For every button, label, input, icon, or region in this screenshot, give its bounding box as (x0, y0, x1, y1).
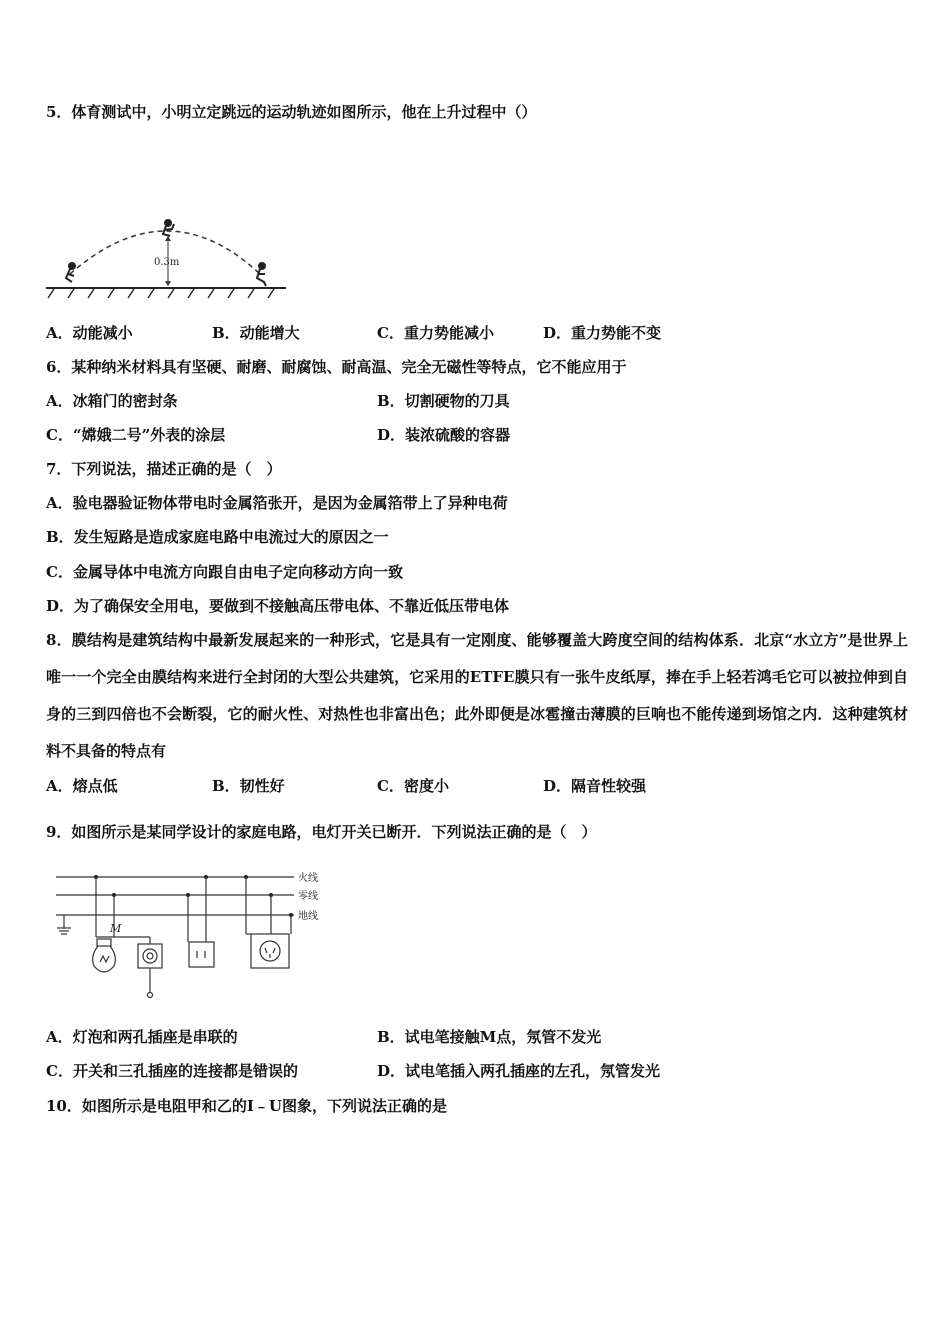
q5-height-label: 0.3m (154, 257, 180, 268)
q5-option-b[interactable]: B．动能增大 (212, 324, 300, 342)
two-hole-socket-icon (188, 877, 214, 967)
q9-circuit-figure (46, 862, 346, 1006)
q8-option-a[interactable]: A．熔点低 (46, 777, 118, 795)
q5-option-c[interactable]: C．重力势能减小 (377, 324, 494, 342)
q7-option-a[interactable]: A．验电器验证物体带电时金属箔张开，是因为金属箔带上了异种电荷 (46, 494, 508, 512)
q8-stem: 8．膜结构是建筑结构中最新发展起来的一种形式，它是具有一定刚度、能够覆盖大跨度空间的结构体系．北京“水立方”是世界上唯一一个完全由膜结构来进行全封闭的大型公共建筑，它采用的ETFE膜只有一张牛皮纸厚，捧在手上轻若鸿毛它可以被拉伸到自身的三到四倍也不会断裂，它的耐火性、对热性也非富出色；此外即便是冰雹撞击薄膜的巨响也不能传递到场馆之内．这种建筑材料不具备的特点有 (46, 631, 908, 760)
q9-option-a[interactable]: A．灯泡和两孔插座是串联的 (46, 1028, 238, 1046)
jumper-start-icon (66, 263, 75, 282)
q9-stem: 9．如图所示是某同学设计的家庭电路，电灯开关已断开．下列说法正确的是（ ） (46, 823, 597, 841)
light-bulb-icon (93, 939, 116, 972)
q5-option-d[interactable]: D．重力势能不变 (543, 324, 662, 342)
q8-option-c[interactable]: C．密度小 (377, 777, 449, 795)
q8-option-d[interactable]: D．隔音性较强 (543, 777, 647, 795)
q9-option-b[interactable]: B．试电笔接触M点，氖管不发光 (377, 1028, 602, 1046)
q6-option-b[interactable]: B．切割硬物的刀具 (377, 392, 510, 410)
neutral-wire-label: 零线 (298, 891, 318, 902)
q7-option-c[interactable]: C．金属导体中电流方向跟自由电子定向移动方向一致 (46, 563, 403, 581)
ground-wire-label: 地线 (298, 911, 318, 922)
q5-jump-figure (46, 210, 288, 302)
q6-option-c[interactable]: C．“嫦娥二号”外表的涂层 (46, 426, 226, 444)
point-m-label: M (110, 922, 122, 935)
jumper-top-icon (163, 220, 174, 236)
switch-icon (138, 944, 162, 998)
q6-option-a[interactable]: A．冰箱门的密封条 (46, 392, 178, 410)
live-wire-label: 火线 (298, 873, 318, 884)
three-hole-socket-icon (246, 877, 291, 968)
q9-option-d[interactable]: D．试电笔插入两孔插座的左孔，氖管发光 (377, 1062, 661, 1080)
q7-option-b[interactable]: B．发生短路是造成家庭电路中电流过大的原因之一 (46, 528, 389, 546)
q5-option-a[interactable]: A．动能减小 (46, 324, 133, 342)
q10-stem: 10．如图所示是电阻甲和乙的I﹣U图象，下列说法正确的是 (46, 1097, 447, 1115)
q6-option-d[interactable]: D．装浓硫酸的容器 (377, 426, 511, 444)
q7-stem: 7．下列说法，描述正确的是（ ） (46, 460, 282, 478)
q9-option-c[interactable]: C．开关和三孔插座的连接都是错误的 (46, 1062, 298, 1080)
jumper-land-icon (257, 263, 266, 286)
ground-symbol-icon (57, 915, 71, 934)
q6-stem: 6．某种纳米材料具有坚硬、耐磨、耐腐蚀、耐高温、完全无磁性等特点，它不能应用于 (46, 358, 627, 376)
q5-stem: 5．体育测试中，小明立定跳远的运动轨迹如图所示，他在上升过程中（） (46, 103, 537, 121)
q8-option-b[interactable]: B．韧性好 (212, 777, 285, 795)
q7-option-d[interactable]: D．为了确保安全用电，要做到不接触高压带电体、不靠近低压带电体 (46, 597, 510, 615)
